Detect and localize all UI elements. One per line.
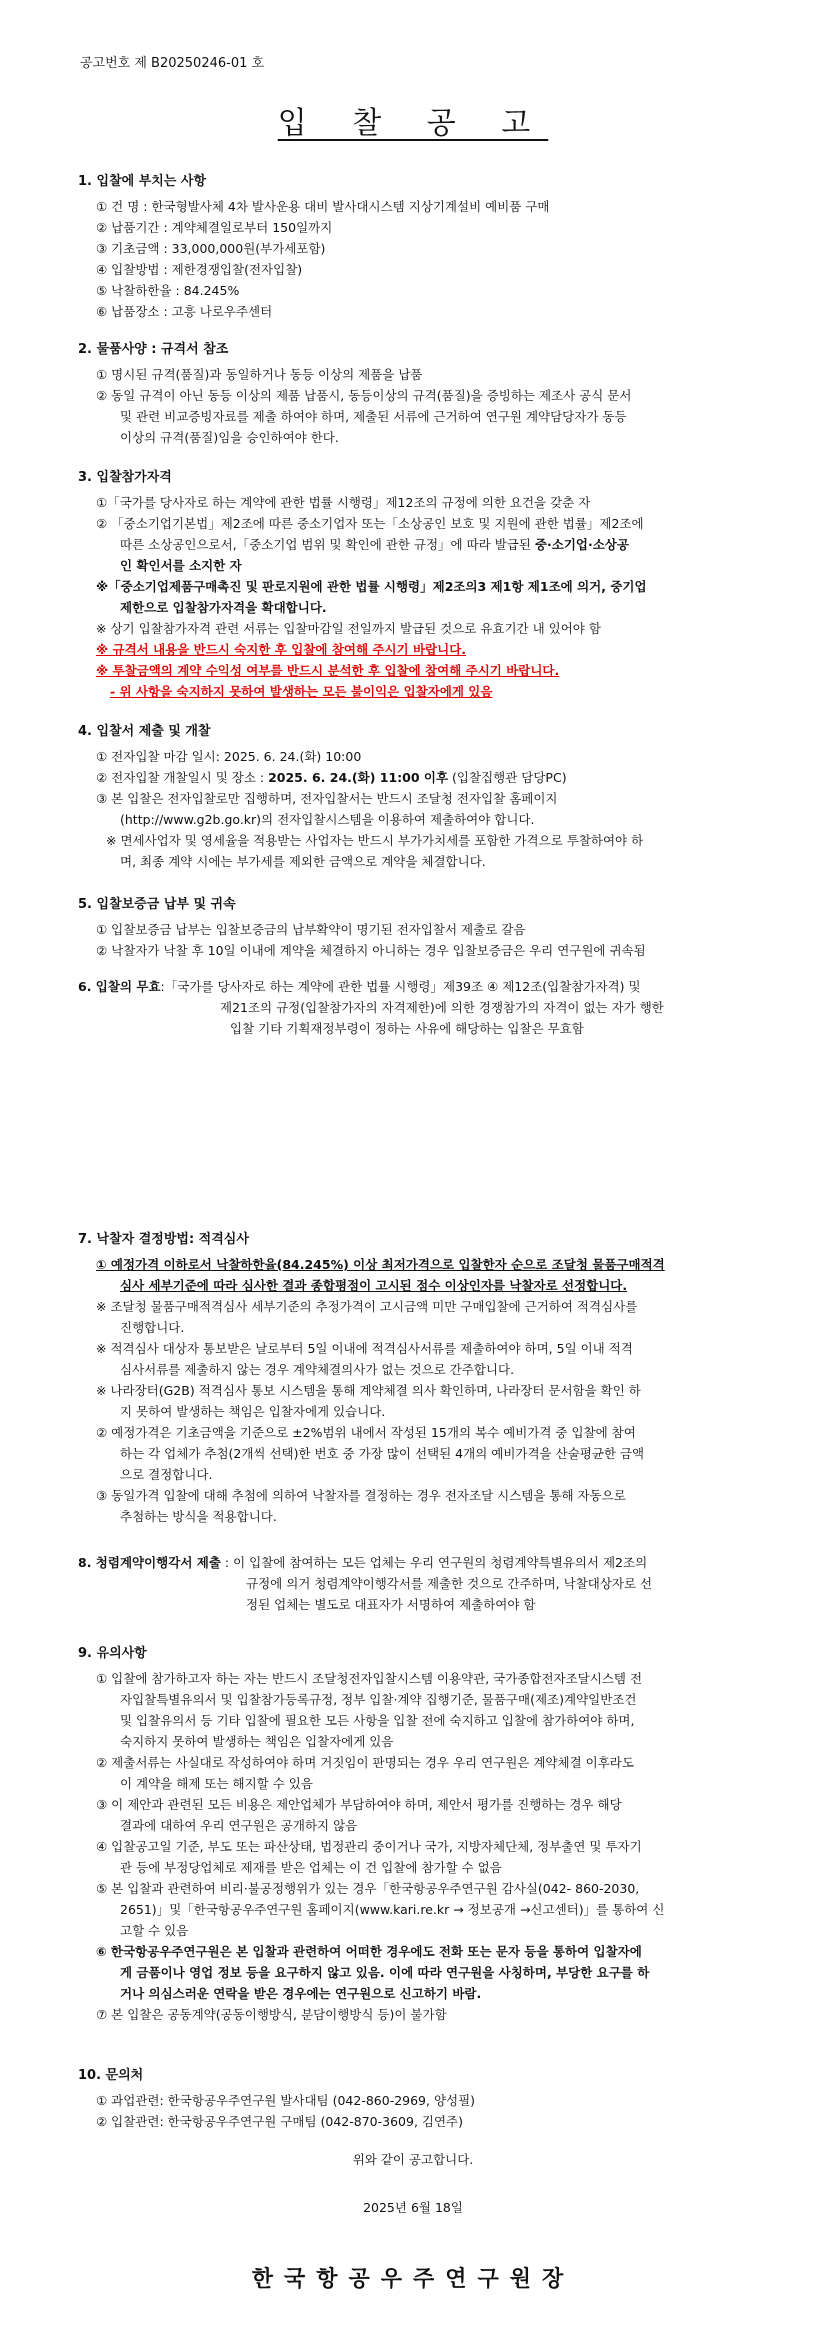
precaution-line: 관 등에 부정당업체로 제재를 받은 업체는 이 건 입찰에 참가할 수 없음 bbox=[120, 1860, 502, 1875]
invalidity-line: 제21조의 규정(입찰참가자의 자격제한)에 의한 경쟁참가의 자격이 없는 자가 행한 bbox=[220, 1000, 664, 1015]
spec-line: 및 관련 비교증빙자료를 제출 하여야 하며, 제출된 서류에 근거하여 연구원 계약담당자가 동등 bbox=[120, 409, 627, 424]
opening-time: ② 전자입찰 개찰일시 및 장소 : 2025. 6. 24.(화) 11:00 이후 (입찰집행관 담당PC) bbox=[96, 770, 567, 785]
award-note: ※ 적격심사 대상자 통보받은 날로부터 5일 이내에 적격심사서류를 제출하여야 하며, 5일 이내 적격 bbox=[96, 1341, 633, 1356]
contact-line: ① 과업관련: 한국항공우주연구원 발사대팀 (042-860-2969, 양성필) bbox=[96, 2093, 476, 2108]
precaution-line: 2651)」및「한국항공우주연구원 홈페이지(www.kari.re.kr → 정보공개 →신고센터)」를 통하여 신 bbox=[120, 1902, 665, 1917]
submission-line: ③ 본 입찰은 전자입찰로만 집행하며, 전자입찰서는 반드시 조달청 전자입찰 홈페이지 bbox=[96, 791, 558, 806]
award-line: 으로 결정합니다. bbox=[120, 1467, 213, 1482]
award-line: ③ 동일가격 입찰에 대해 추첨에 의하여 낙찰자를 결정하는 경우 전자조달 시스템을 통해 자동으로 bbox=[96, 1488, 626, 1503]
item-title: ① 건 명 : 한국형발사체 4차 발사운용 대비 발사대시스템 지상기계설비 예비품 구매 bbox=[96, 199, 550, 214]
signature: 한국항공우주연구원장 bbox=[251, 2266, 575, 2292]
award-line: 추첨하는 방식을 적용합니다. bbox=[120, 1509, 277, 1524]
pledge-line: 정된 업체는 별도로 대표자가 서명하여 제출하여야 함 bbox=[246, 1597, 536, 1612]
deposit-line: ① 입찰보증금 납부는 입찰보증금의 납부확약이 명기된 전자입찰서 제출로 갈음 bbox=[96, 922, 526, 937]
precaution-line: ⑦ 본 입찰은 공동계약(공동이행방식, 분담이행방식 등)이 불가함 bbox=[96, 2007, 447, 2022]
contact-line: ② 입찰관련: 한국항공우주연구원 구매팀 (042-870-3609, 김연주) bbox=[96, 2114, 463, 2129]
precaution-line: ② 제출서류는 사실대로 작성하여야 하며 거짓임이 판명되는 경우 우리 연구원은 계약체결 이후라도 bbox=[96, 1755, 634, 1770]
submission-deadline: ① 전자입찰 마감 일시: 2025. 6. 24.(화) 10:00 bbox=[96, 749, 362, 764]
precaution-line: ⑤ 본 입찰과 관련하여 비리·불공정행위가 있는 경우「한국항공우주연구원 감사실(042- 860-2030, bbox=[96, 1881, 640, 1896]
precaution-line: 자입찰특별유의서 및 입찰참가등록규정, 정부 입찰·계약 집행기준, 물품구매(제조)계약일반조건 bbox=[120, 1692, 637, 1707]
item-delivery-period: ② 납품기간 : 계약체결일로부터 150일까지 bbox=[96, 220, 333, 235]
section-heading: 3. 입찰참가자격 bbox=[78, 470, 172, 485]
spec-line: ② 동일 규격이 아닌 동등 이상의 제품 납품시, 동등이상의 규격(품질)을 증빙하는 제조사 공식 문서 bbox=[96, 388, 632, 403]
section-precautions bbox=[78, 1642, 768, 2025]
award-line: 심사 세부기준에 따라 심사한 결과 종합평점이 고시된 점수 이상인자를 낙찰자로 선정합니다. bbox=[120, 1278, 628, 1293]
section-eligibility bbox=[78, 466, 768, 702]
eligibility-line: 따른 소상공인으로서,「중소기업 범위 및 확인에 관한 규정」에 따라 발급된 중·소기업·소상공 bbox=[120, 537, 629, 552]
deposit-line: ② 낙찰자가 낙찰 후 10일 이내에 계약을 체결하지 아니하는 경우 입찰보증금은 우리 연구원에 귀속됨 bbox=[96, 943, 646, 958]
award-note: 진행합니다. bbox=[120, 1320, 185, 1335]
section-bid-items bbox=[78, 170, 768, 322]
notice-date: 2025년 6월 18일 bbox=[363, 2200, 463, 2215]
spec-line: ① 명시된 규격(품질)과 동일하거나 동등 이상의 제품을 납품 bbox=[96, 367, 423, 382]
precaution-line: ④ 입찰공고일 기준, 부도 또는 파산상태, 법정관리 중이거나 국가, 지방자체단체, 정부출연 및 투자기 bbox=[96, 1839, 642, 1854]
section-deposit bbox=[78, 893, 768, 961]
award-line: ② 예정가격은 기초금액을 기준으로 ±2%범위 내에서 작성된 15개의 복수 예비가격 중 입찰에 참여 bbox=[96, 1425, 636, 1440]
award-note: 심사서류를 제출하지 않는 경우 계약체결의사가 없는 것으로 간주합니다. bbox=[120, 1362, 515, 1377]
section-contacts bbox=[78, 2064, 768, 2132]
spec-line: 이상의 규격(품질)임을 승인하여야 한다. bbox=[120, 430, 339, 445]
precaution-line: 거나 의심스러운 연락을 받은 경우에는 연구원으로 신고하기 바람. bbox=[120, 1986, 482, 2001]
pledge-line: 규정에 의거 청렴계약이행각서를 제출한 것으로 간주하며, 낙찰대상자로 선 bbox=[246, 1576, 653, 1591]
section-heading: 1. 입찰에 부치는 사항 bbox=[78, 174, 207, 189]
item-base-price: ③ 기초금액 : 33,000,000원(부가세포함) bbox=[96, 241, 326, 256]
warning-line: ※ 규격서 내용을 반드시 숙지한 후 입찰에 참여해 주시기 바랍니다. bbox=[96, 642, 467, 657]
item-bid-method: ④ 입찰방법 : 제한경쟁입찰(전자입찰) bbox=[96, 262, 303, 277]
precaution-line: ③ 이 제안과 관련된 모든 비용은 제안업체가 부담하여야 하며, 제안서 평가를 진행하는 경우 해당 bbox=[96, 1797, 622, 1812]
precaution-line: 이 계약을 해제 또는 해지할 수 있음 bbox=[120, 1776, 313, 1791]
section-award-method bbox=[78, 1228, 768, 1527]
eligibility-line: ② 「중소기업기본법」제2조에 따른 중소기업자 또는「소상공인 보호 및 지원에 관한 법률」제2조에 bbox=[96, 516, 644, 531]
item-delivery-place: ⑥ 납품장소 : 고흥 나로우주센터 bbox=[96, 304, 273, 319]
submission-note: 며, 최종 계약 시에는 부가세를 제외한 금액으로 계약을 체결합니다. bbox=[120, 854, 486, 869]
section-specs bbox=[78, 338, 768, 448]
precaution-line: 숙지하지 못하여 발생하는 책임은 입찰자에게 있음 bbox=[120, 1734, 394, 1749]
precaution-line: 고할 수 있음 bbox=[120, 1923, 189, 1938]
section-heading: 7. 낙찰자 결정방법: 적격심사 bbox=[78, 1232, 249, 1247]
precaution-line: 결과에 대하여 우리 연구원은 공개하지 않음 bbox=[120, 1818, 358, 1833]
section-heading: 9. 유의사항 bbox=[78, 1646, 147, 1661]
section-heading: 4. 입찰서 제출 및 개찰 bbox=[78, 724, 211, 739]
item-lower-limit-rate: ⑤ 낙찰하한율 : 84.245% bbox=[96, 283, 240, 298]
pledge-line: : 이 입찰에 참여하는 모든 업체는 우리 연구원의 청렴계약특별유의서 제2조의 bbox=[224, 1555, 648, 1570]
notice-number: 공고번호 제 B20250246-01 호 bbox=[80, 56, 265, 71]
warning-line: ※ 투찰금액의 계약 수익성 여부를 반드시 분석한 후 입찰에 참여해 주시기 바랍니다. bbox=[96, 663, 560, 678]
section-heading: 8. 청렴계약이행각서 제출 bbox=[78, 1555, 221, 1570]
warning-line: - 위 사항을 숙지하지 못하여 발생하는 모든 불이익은 입찰자에게 있음 bbox=[110, 684, 493, 699]
invalidity-line: 입찰 기타 기획재정부령이 정하는 사유에 해당하는 입찰은 무효함 bbox=[230, 1021, 584, 1036]
section-heading: 6. 입찰의 무효 bbox=[78, 979, 161, 994]
precaution-line: 및 입찰유의서 등 기타 입찰에 필요한 모든 사항을 입찰 전에 숙지하고 입찰에 참가하여야 하며, bbox=[120, 1713, 635, 1728]
section-heading: 2. 물품사양 : 규격서 참조 bbox=[78, 342, 229, 357]
precaution-line: ① 입찰에 참가하고자 하는 자는 반드시 조달청전자입찰시스템 이용약관, 국가종합전자조달시스템 전 bbox=[96, 1671, 643, 1686]
precaution-line: 게 금품이나 영업 정보 등을 요구하지 않고 있음. 이에 따라 연구원을 사칭하며, 부당한 요구를 하 bbox=[120, 1965, 650, 1980]
eligibility-line: ①「국가를 당사자로 하는 계약에 관한 법률 시행령」제12조의 규정에 의한 요건을 갖춘 자 bbox=[96, 495, 591, 510]
submission-line: (http://www.g2b.go.kr)의 전자입찰시스템을 이용하여 제출하여야 합니다. bbox=[120, 812, 535, 827]
section-heading: 5. 입찰보증금 납부 및 귀속 bbox=[78, 897, 236, 912]
closing-statement: 위와 같이 공고합니다. bbox=[352, 2152, 474, 2167]
precaution-line: ⑥ 한국항공우주연구원은 본 입찰과 관련하여 어떠한 경우에도 전화 또는 문자 등을 통하여 입찰자에 bbox=[96, 1944, 642, 1959]
section-invalidity bbox=[78, 976, 768, 1039]
eligibility-note: ※「중소기업제품구매촉진 및 판로지원에 관한 법률 시행령」제2조의3 제1항 제1조에 의거, 중기업 bbox=[96, 579, 647, 594]
section-integrity-pledge bbox=[78, 1552, 768, 1615]
eligibility-note: 제한으로 입찰참가자격을 확대합니다. bbox=[120, 600, 327, 615]
submission-note: ※ 면세사업자 및 영세율을 적용받는 사업자는 반드시 부가가치세를 포함한 가격으로 투찰하여야 하 bbox=[106, 833, 644, 848]
award-line: 하는 각 업체가 추첨(2개씩 선택)한 번호 중 가장 많이 선택된 4개의 예비가격을 산술평균한 금액 bbox=[120, 1446, 645, 1461]
eligibility-note: ※ 상기 입찰참가자격 관련 서류는 입찰마감일 전일까지 발급된 것으로 유효기간 내 있어야 함 bbox=[96, 621, 601, 636]
award-note: ※ 조달청 물품구매적격심사 세부기준의 추정가격이 고시금액 미만 구매입찰에 근거하여 적격심사를 bbox=[96, 1299, 638, 1314]
section-heading: 10. 문의처 bbox=[78, 2068, 144, 2083]
award-line: ① 예정가격 이하로서 낙찰하한율(84.245%) 이상 최저가격으로 입찰한자 순으로 조달청 물품구매적격 bbox=[96, 1257, 665, 1272]
invalidity-line: :「국가를 당사자로 하는 계약에 관한 법률 시행령」제39조 ④ 제12조(입찰참가자격) 및 bbox=[160, 979, 641, 994]
award-note: 지 못하여 발생하는 책임은 입찰자에게 있습니다. bbox=[120, 1404, 386, 1419]
eligibility-line: 인 확인서를 소지한 자 bbox=[120, 558, 242, 573]
page-title: 입 찰 공 고 bbox=[277, 106, 549, 141]
award-note: ※ 나라장터(G2B) 적격심사 통보 시스템을 통해 계약체결 의사 확인하며, 나라장터 문서함을 확인 하 bbox=[96, 1383, 641, 1398]
section-submission bbox=[78, 720, 768, 872]
